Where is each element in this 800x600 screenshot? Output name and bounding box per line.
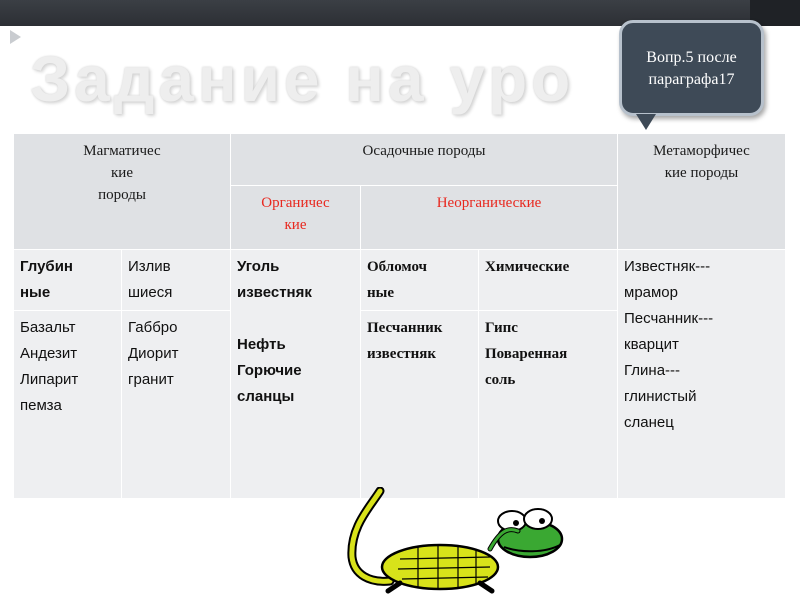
header-metamorphic (618, 134, 786, 250)
cell-line: Диорит (128, 345, 179, 362)
header-magmatic-line: Магматичес (83, 143, 161, 159)
header-magmatic-line: породы (98, 187, 146, 203)
cell-line: гранит (128, 371, 174, 388)
cell-line: Химические (485, 259, 570, 275)
cartoon-crocodile-icon (340, 487, 570, 595)
cell-organic-list (231, 250, 361, 499)
cell-line: соль (485, 372, 516, 388)
cell-line: Излив (128, 258, 171, 275)
cell-line: мрамор (624, 284, 678, 301)
cell-line: Глубин (20, 258, 73, 275)
cell-line: глинистый (624, 388, 697, 405)
cell-deep (14, 250, 122, 311)
callout-line-2: параграфа17 (648, 71, 735, 88)
header-metamorphic-line: кие породы (664, 165, 739, 181)
cell-metamorphic-list (618, 250, 786, 499)
cell-deep-list (14, 311, 122, 499)
cell-line: шиеся (128, 284, 173, 301)
cell-line: известняк (367, 346, 437, 362)
header-metamorphic-line: Метаморфичес (653, 143, 750, 159)
cell-line: Гипс (485, 320, 518, 336)
cell-line: Поваренная (485, 346, 568, 362)
cell-line: Известняк--- (624, 258, 711, 275)
header-organic-line: Органичес (261, 195, 330, 211)
nav-arrow-icon (10, 30, 21, 44)
cell-line: Андезит (20, 345, 78, 362)
header-sedimentary (231, 134, 618, 186)
header-organic-line: кие (284, 217, 307, 233)
rocks-table (13, 133, 786, 499)
cell-line: Базальт (20, 319, 76, 336)
header-sedimentary-text: Осадочные породы (362, 143, 486, 159)
cell-line: сланец (624, 414, 674, 431)
cell-line: Глина--- (624, 362, 681, 379)
cell-clastic (361, 250, 479, 311)
header-magmatic-line: кие (111, 165, 133, 181)
cell-line: Нефть (237, 336, 286, 353)
cell-line: кварцит (624, 336, 679, 353)
cell-line: Уголь (237, 258, 280, 275)
cell-effusive-list (122, 311, 231, 499)
cell-clastic-list (361, 311, 479, 499)
header-organic (231, 186, 361, 250)
cell-effusive (122, 250, 231, 311)
cell-line: Габбро (128, 319, 178, 336)
slide-title: Задание на уро (30, 43, 575, 115)
cell-line: ные (20, 284, 51, 301)
cell-line: Горючие (237, 362, 302, 379)
header-inorganic (361, 186, 618, 250)
cell-line: Песчанник (367, 320, 443, 336)
cell-line: сланцы (237, 388, 295, 405)
cell-chemical (479, 250, 618, 311)
cell-chemical-list (479, 311, 618, 499)
cell-line: Липарит (20, 371, 79, 388)
cell-line (237, 306, 354, 332)
callout-line-1: Вопр.5 после (646, 49, 737, 66)
cell-line: Песчанник--- (624, 310, 714, 327)
cell-line: ные (367, 285, 395, 301)
cell-line: Обломоч (367, 259, 428, 275)
callout-tail (636, 114, 656, 130)
cell-line: известняк (237, 284, 312, 301)
header-inorganic-text: Неорганические (436, 195, 542, 211)
cell-line: пемза (20, 397, 62, 414)
callout-bubble (619, 20, 764, 116)
header-magmatic (14, 134, 231, 250)
